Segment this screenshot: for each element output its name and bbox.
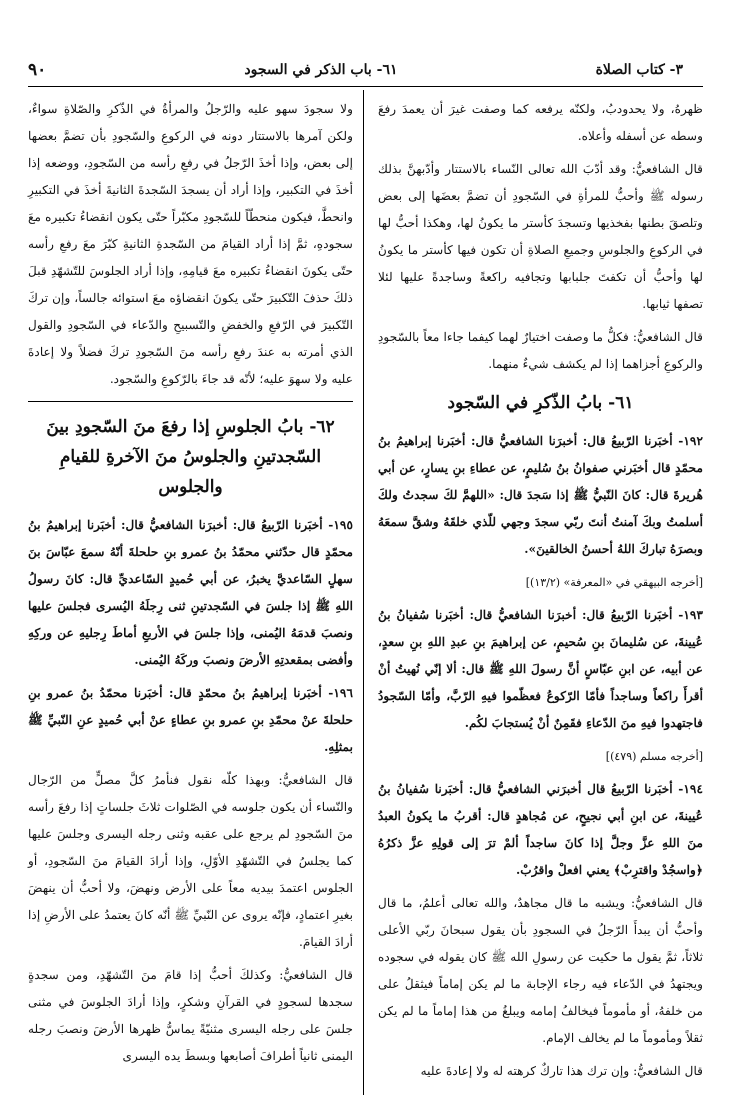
header-rule (28, 86, 703, 87)
paragraph: قال الشافعيُّ: وكذلكَ أحبُّ إذا قامَ منَ التّشهّدِ، ومن سجدةٍ سجدها لسجودٍ في القرآنِ وشكرٍ، وإذا أرادَ الجلوسَ في مثنى جلسَ على رجله اليسرى مثنيّةً يماسُّ ظهرها الأرضَ ونصبَ رجله اليمنى ثانياً أطرافَ أصابعها وبسطَ يده اليسرى (28, 968, 353, 1063)
paragraph: قال الشافعيُّ: وإن ترك هذا تاركٌ كرهته له ولا إعادةَ عليه (420, 1064, 703, 1078)
hadith-194: ١٩٤- أخبَرنا الرّبيعُ قال أخبرَني الشافعيُّ قال: أخبَرنا سُفيانُ بنُ عُيينةَ، عن ابنِ أبي نجيحٍ، عن مُجاهدٍ قال: أقربُ ما يكونُ العبدُ منَ اللهِ عزَّ وجلَّ إذا كانَ ساجداً ألمْ ترَ إلى قولِهِ عزَّ ذكرُهُ ﴿واسجُدْ واقترِبْ﴾ يعني افعلْ واقرُبْ. (378, 782, 703, 877)
hadith-source: [أخرجه مسلم (٤٧٩)] (605, 750, 703, 763)
paragraph: قال الشافعيُّ: وبهذا كلّه نقول فنأمرُ كلَّ مصلٍّ من الرّجال والنّساء أن يكون جلوسه في الصّلوات ثلاثَ جلساتٍ إذا رفعَ رأسه منَ السّجودِ لم يرجع على عقبه وثنى رجله اليسرى وجلسَ عليها كما يجلسُ في التّشهّدِ الأوّلِ، وإذا أرادَ القيامَ منَ السّجودِ، أو الجلوس اعتمدَ بيديه معاً على الأرض ونهضَ، ولا أحبُّ أن ينهضَ بغيرِ اعتمادٍ، فإنّه يروى عن النّبيِّ ﷺ أنّه كانَ يعتمدُ على الأرضِ إذا أرادَ القيامَ. (28, 773, 353, 949)
column-divider (363, 90, 364, 1095)
section-rule (28, 401, 353, 402)
paragraph: قال الشافعيُّ: فكلُّ ما وصفت اختيارٌ لهما كيفما جاءا معاً بالسّجودِ والركوعِ أجزاهما إذا لم يكشف شيءٌ منهما. (378, 330, 703, 371)
page-header (28, 56, 703, 84)
left-column (28, 96, 353, 1076)
paragraph: ولا سجودَ سهو عليه والرّجلُ والمرأةُ في الذّكرِ والصّلاةِ سواءٌ، ولكن آمرها بالاستتار دونه في الركوعِ والسّجودِ بأن تضمَّ بعضها إلى بعض، وإذا أخذَ الرّجلُ في رفعِ رأسه من السّجودِ، ووضعه إذا أخذَ في التكبير، وإذا أراد أن يسجدَ السّجدةَ الثانيةَ أخذَ في التكبيرِ وانحطَّ، فيكون منحطّاً للسّجودِ مكبّراً حتّى يكون انقضاءُ تكبيره معَ سجودهِ، ثمَّ إذا أراد القيامَ من السّجدةِ الثانيةِ كبّرَ معَ رفعِ رأسه حتّى يكونَ انقضاءُ تكبيره معَ قيامِهِ، وإذا أراد الجلوسَ للتّشهّدِ قبلَ ذلكَ حذفَ التّكبيرَ حتّى يكونَ انقضاؤه معَ استوائه جالساً، وإن تركَ التّكبيرَ في الرّفعِ والخفضِ والتّسبيحِ والدّعاء في السّجودِ والقول الذي أمرته به عندَ رفعِ رأسه منَ السّجودِ تركَ فضلاً ولا إعادةَ عليه ولا سهوَ عليه؛ لأنّه قد جاءَ بالرّكوعِ والسّجود. (28, 102, 353, 386)
right-column (378, 96, 703, 1091)
hadith-source: [أخرجه البيهقي في «المعرفة» (١٣/٢)] (525, 576, 703, 589)
paragraph: قال الشافعيُّ: وقد أدّبَ الله تعالى النّساء بالاستتار وأدّبهنَّ بذلك رسوله ﷺ وأحبُّ للمرأةِ في السّجودِ أن تضمَّ بعضَها إلى بعض وتلصقَ بطنها بفخذيها وتسجدَ كأستر ما يكونُ لها، وهكذا أحبُّ لها في الركوعِ والجلوسِ وجميعِ الصلاةِ أن تكون فيها كأستر ما يكونُ لها وأحبُّ أن تكفتَ جلبابها وتجافيه راكعةً وساجدةً عليها لئلا تصفها ثيابها. (378, 162, 703, 311)
paragraph: ظهرهُ، ولا يحدودبُ، ولكنّه يرفعه كما وصفت غيرَ أن يعمدَ رفعَ وسطه عن أسفله وأعلاه. (378, 102, 703, 143)
hadith-195: ١٩٥- أخبَرنا الرّبيعُ قال: أخبرَنا الشافعيُّ قال: أخبَرنا إبراهيمُ بنُ محمّدٍ قال حدّثني محمّدُ بنُ عمرو بنِ حلحلةَ أنّهُ سمعَ عبّاسَ بنَ سهلٍ السّاعديَّ يخبرُ، عن أبي حُميدٍ السّاعديِّ قال: كانَ رسولُ اللهِ ﷺ إذا جلسَ في السّجدتينِ ثنى رِجلَهُ اليُسرى فجلسَ عليها ونصبَ قدمَهُ اليُمنى، وإذا جلسَ في الأربعِ أماطَ رِجليهِ عن وركِهِ وأفضى بمقعدتِهِ الأرضَ ونصبَ وركَهُ اليُمنى. (28, 518, 353, 667)
chapter-title: ٣- كتاب الصلاة (595, 62, 683, 78)
section-title: ٦١- باب الذكر في السجود (244, 62, 398, 78)
chapter-heading: ٦٢- بابُ الجلوسِ إذا رفعَ منَ السّجودِ بينَ السّجدتينِ والجلوسُ منَ الآخرةِ للقيامِ والجلوس (46, 417, 335, 497)
hadith-193: ١٩٣- أخبَرنا الرّبيعُ قال: أخبرَنا الشافعيُّ قال: أخبَرنا سُفيانُ بنُ عُيينةَ، عن سُليمانَ بنِ سُحيمٍ، عن إبراهيمَ بنِ عبدِ اللهِ بنِ سعدٍ، عن أبيه، عن ابنِ عبّاسٍ أنَّ رسولَ اللهِ ﷺ قال: ألا إنّي نُهيتُ أنْ أقرأَ راكعاً وساجداً فأمّا الرّكوعُ فعظّموا فيهِ الرّبَّ، وأمّا السّجودُ فاجتهدوا فيهِ منَ الدّعاءِ فقَمِنٌ أنْ يُستجابَ لكُم. (378, 608, 703, 730)
chapter-heading: ٦١- بابُ الذّكرِ في السّجود (447, 393, 634, 413)
hadith-192: ١٩٢- أخبَرنا الرّبيعُ قال: أخبرَنا الشافعيُّ قال: أخبَرنا إبراهيمُ بنُ محمّدٍ قال أخبَرني صفوانُ بنُ سُليمٍ، عن عطاءِ بنِ يسارٍ، عن أبي هُريرةَ قال: كانَ النّبيُّ ﷺ إذا سَجدَ قال: «اللهمَّ لكَ سجدتُ ولكَ أسلمتُ وبكَ آمنتُ أنتَ ربّي سجدَ وجهي للّذي خلقَهُ وشقَّ سمعَهُ وبصرَهُ تباركَ اللهُ أحسنُ الخالقينَ». (378, 434, 703, 556)
hadith-196: ١٩٦- أخبَرنا إبراهيمُ بنُ محمّدٍ قال: أخبَرنا محمّدُ بنُ عمرو بنِ حلحلةَ عنْ محمّدِ بنِ عمرو بنِ عطاءٍ عنْ أبي حُميدٍ عنِ النّبيِّ ﷺ بمثلِهِ. (28, 686, 353, 754)
page-number: ٩٠ (28, 60, 47, 80)
paragraph: قال الشافعيُّ: ويشبه ما قال مجاهدٌ، والله تعالى أعلمُ، ما قال وأحبُّ أن يبدأَ الرّجلُ في السجودِ بأن يقول سبحانَ ربّي الأعلى ثلاثاً، ثمَّ يقول ما حكيت عن رسولِ الله ﷺ كان يقوله في سجوده ويجتهدُ في الدّعاء فيه رجاء الإجابة ما لم يكن إماماً فيثقلُ على من خلفهُ، أو مأموماً فيخالفُ إمامه ويبلغُ من هذا إماماً ما لم يكن ثقلاً ومأموماً ما لم يخالف الإمام. (378, 896, 703, 1045)
